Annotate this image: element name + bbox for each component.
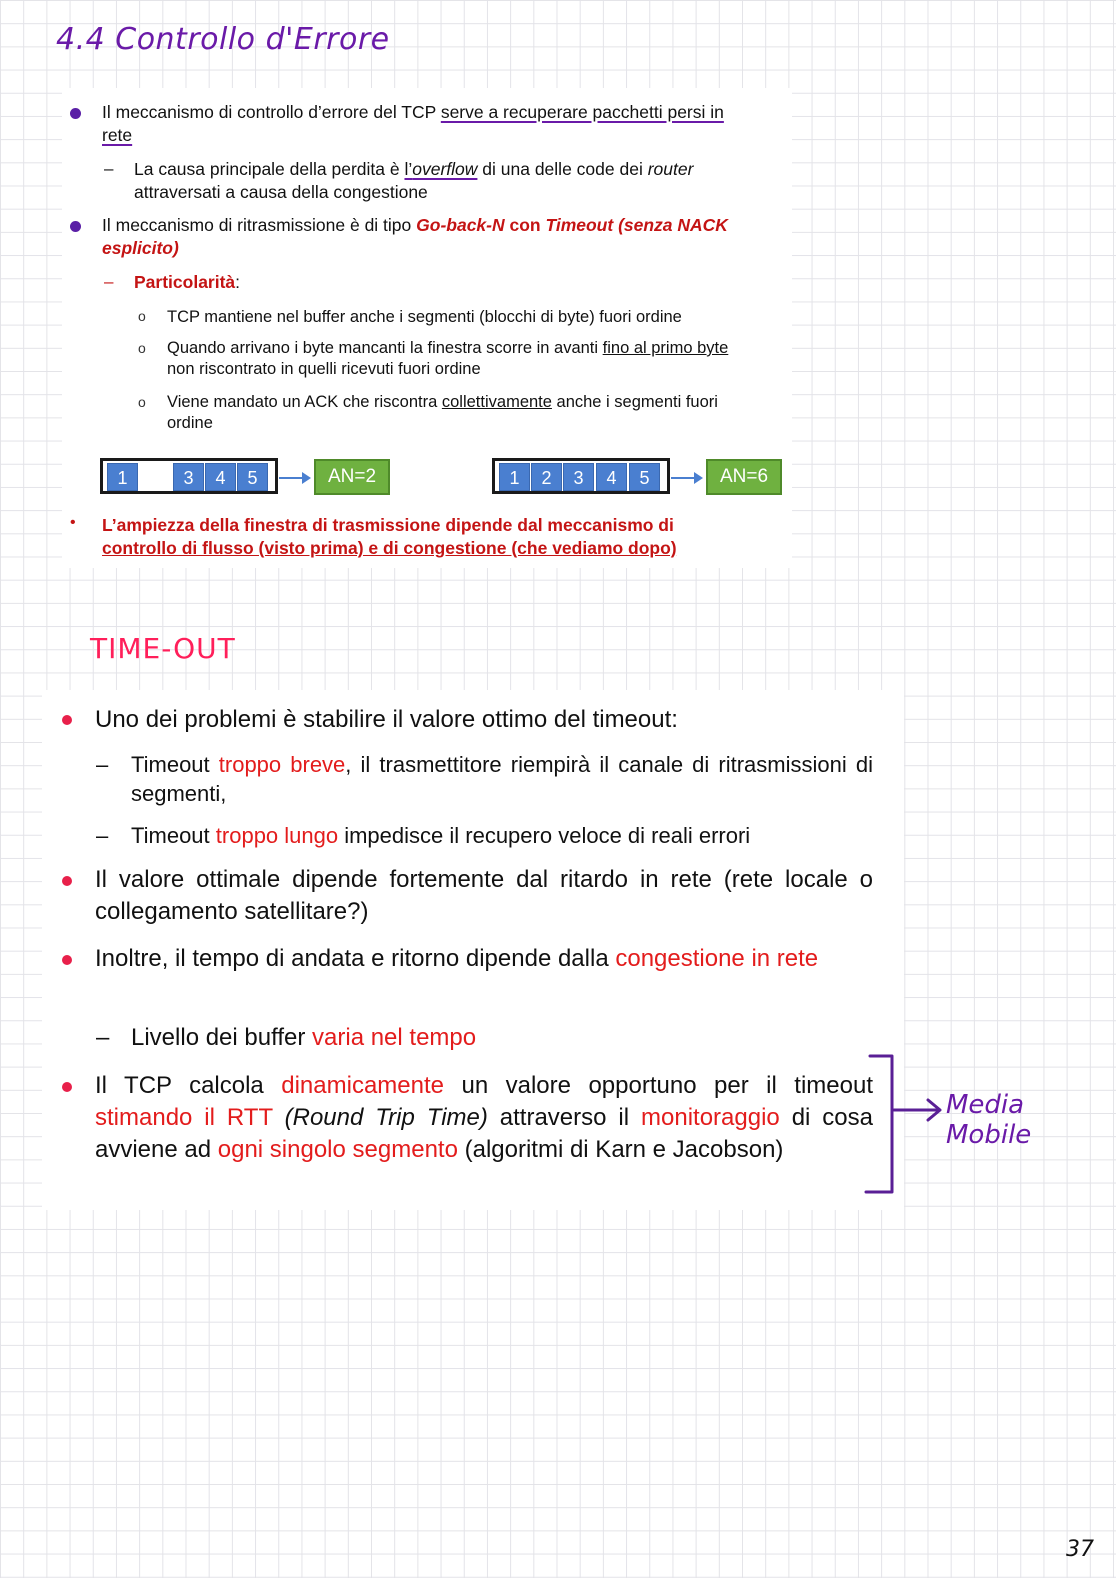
segment-cell: 4 bbox=[596, 463, 627, 491]
dash-marker: – bbox=[104, 159, 114, 178]
segment-cell: 4 bbox=[205, 463, 236, 491]
circle-marker: o bbox=[138, 340, 146, 356]
bullet-dynamic-timeout: Il TCP calcola dinamicamente un valore opportuno per il timeout stimando il RTT (Round Trip Time) attraverso il monitoraggio di cosa avviene ad ogni singolo segmento (algoritmi di Karn e Jacobson) bbox=[95, 1072, 874, 1163]
bullet-marker bbox=[62, 1082, 72, 1092]
bullet-marker bbox=[62, 955, 72, 965]
bullet-retransmission: Il meccanismo di ritrasmissione è di tipo Go-back-N con Timeout (senza NACK esplicito) bbox=[102, 215, 728, 258]
dash-marker: – bbox=[96, 752, 109, 777]
circle-marker: o bbox=[138, 308, 146, 324]
ack-number-badge: AN=6 bbox=[706, 459, 782, 495]
segment-cell: 3 bbox=[173, 463, 204, 491]
window-complete bbox=[492, 458, 670, 494]
detail-window-slide: Quando arrivano i byte mancanti la finestra scorre in avanti fino al primo byte non riscontrato in quelli ricevuti fuori ordine bbox=[167, 339, 729, 378]
small-bullet: • bbox=[70, 514, 76, 531]
arrow-icon bbox=[279, 477, 309, 479]
sub-too-short: Timeout troppo breve, il trasmettitore riempirà il canale di ritrasmissioni di segmenti, bbox=[131, 752, 873, 806]
section-heading: 4.4 Controllo d'Errore bbox=[56, 22, 390, 57]
timeout-heading: TIME-OUT bbox=[90, 632, 236, 665]
bullet-purpose: Il meccanismo di controllo d’errore del TCP serve a recuperare pacchetti persi in rete bbox=[102, 102, 724, 145]
ack-number-badge: AN=2 bbox=[314, 459, 390, 495]
circle-marker: o bbox=[138, 394, 146, 410]
segment-cell: 5 bbox=[629, 463, 660, 491]
segment-cell: 3 bbox=[563, 463, 594, 491]
bracket-arrow-annotation bbox=[860, 1050, 950, 1200]
dash-marker: – bbox=[104, 272, 114, 291]
segment-cell: 1 bbox=[499, 463, 530, 491]
bullet-marker bbox=[62, 876, 72, 886]
bullet-marker bbox=[62, 715, 72, 725]
bullet-delay: Il valore ottimale dipende fortemente dal ritardo in rete (rete locale o collegamento satellitare?) bbox=[95, 866, 873, 925]
handwritten-note: Media Mobile bbox=[946, 1090, 1032, 1150]
slide-timeout bbox=[42, 690, 904, 1210]
bullet-marker bbox=[70, 221, 81, 232]
segment-cell: 2 bbox=[531, 463, 562, 491]
dash-marker: – bbox=[96, 823, 109, 848]
window-out-of-order bbox=[100, 458, 278, 494]
slide-error-control bbox=[62, 88, 792, 568]
sub-particularity: Particolarità: bbox=[134, 272, 241, 292]
bullet-optimal-timeout: Uno dei problemi è stabilire il valore ottimo del timeout: bbox=[95, 706, 678, 733]
arrow-icon bbox=[671, 477, 701, 479]
bullet-rtt-congestion: Inoltre, il tempo di andata e ritorno dipende dalla congestione in rete bbox=[95, 945, 819, 972]
sub-buffer-level: Livello dei buffer varia nel tempo bbox=[131, 1024, 477, 1051]
sub-loss-cause: La causa principale della perdita è l’overflow di una delle code dei router attraversati a causa della congestione bbox=[134, 159, 694, 202]
dash-marker: – bbox=[96, 1024, 110, 1051]
segment-cell: 5 bbox=[237, 463, 268, 491]
bullet-window-size: L’ampiezza della finestra di trasmissione dipende dal meccanismo di controllo di flusso (visto prima) e di congestione (che vediamo dopo) bbox=[102, 515, 677, 558]
detail-collective-ack: Viene mandato un ACK che riscontra collettivamente anche i segmenti fuori ordine bbox=[167, 393, 718, 432]
detail-buffer: TCP mantiene nel buffer anche i segmenti (blocchi di byte) fuori ordine bbox=[167, 308, 682, 326]
bullet-marker bbox=[70, 108, 81, 119]
page-number: 37 bbox=[1066, 1537, 1094, 1562]
sub-too-long: Timeout troppo lungo impedisce il recupero veloce di reali errori bbox=[131, 823, 751, 848]
segment-cell: 1 bbox=[107, 463, 138, 491]
